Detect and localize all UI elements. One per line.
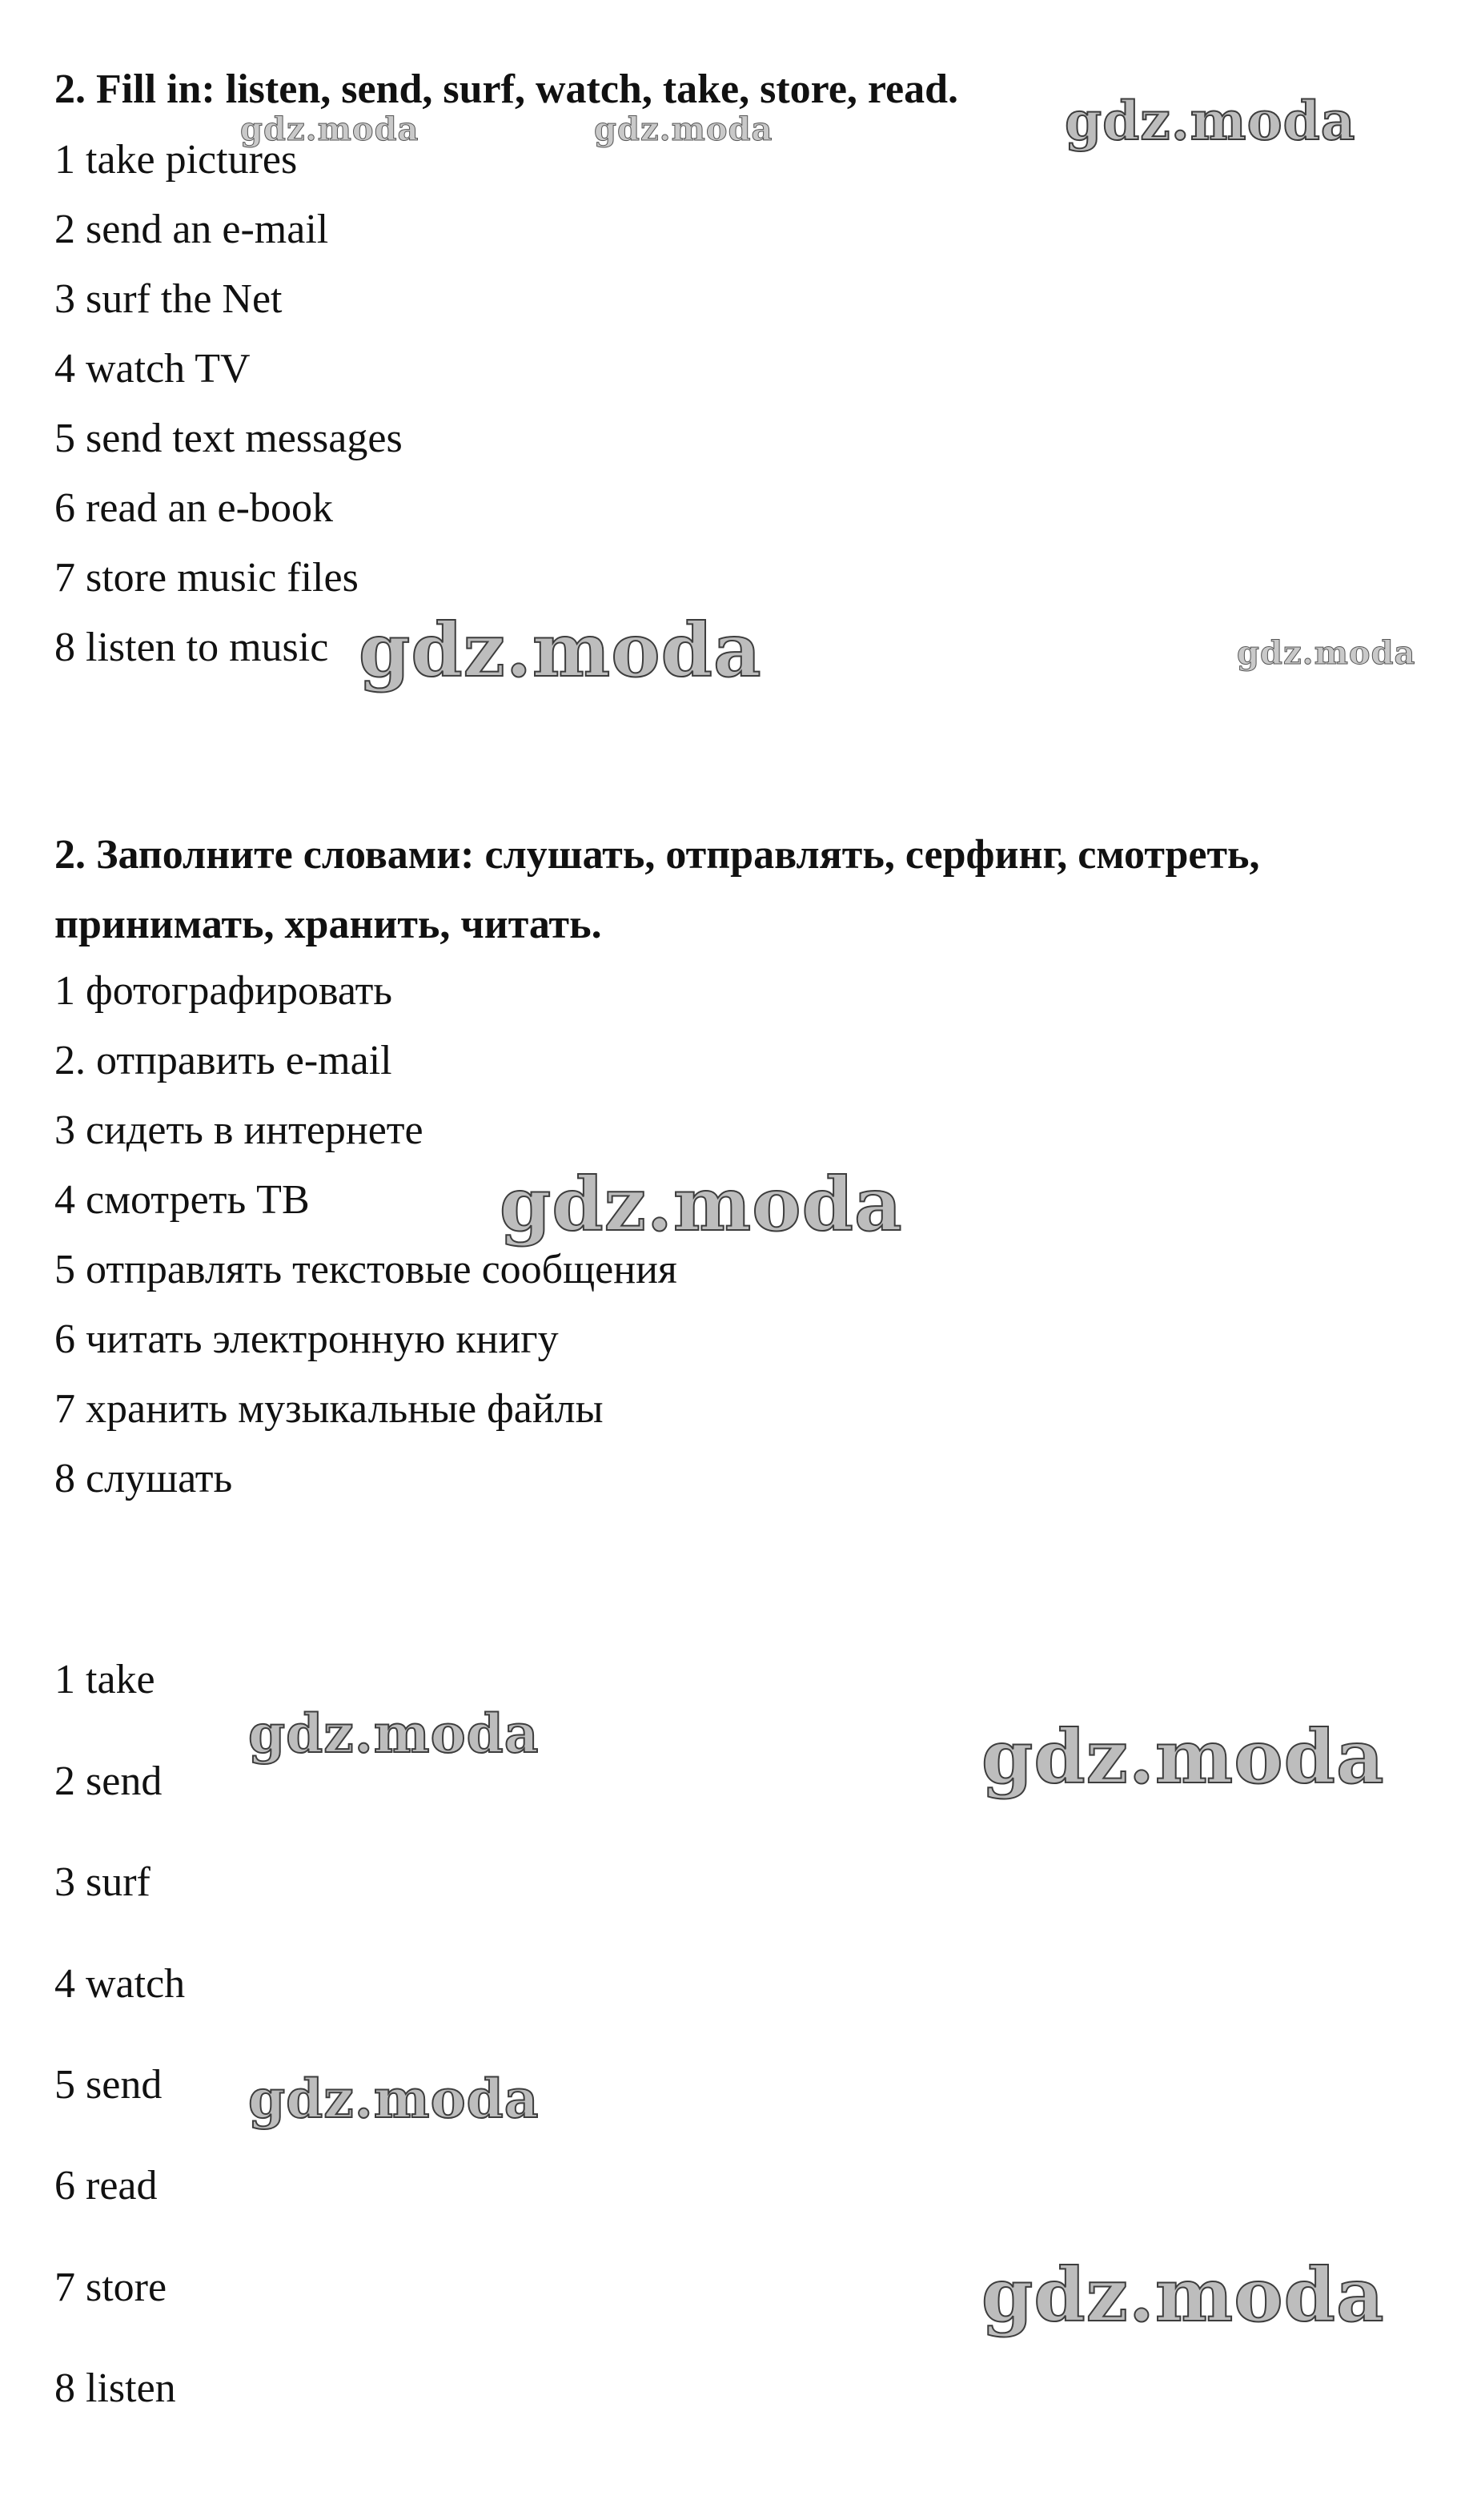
exercise-item: 3 surf the Net xyxy=(54,276,283,322)
translation-item: 4 смотреть ТВ xyxy=(54,1177,310,1223)
watermark: gdz.moda xyxy=(248,1702,540,1765)
watermark: gdz.moda xyxy=(248,2068,540,2130)
exercise-heading-ru-line1: 2. Заполните словами: слушать, отправлять, серфинг, смотреть, xyxy=(54,832,1260,878)
translation-item: 5 отправлять текстовые сообщения xyxy=(54,1247,677,1292)
watermark: gdz.moda xyxy=(1237,634,1416,672)
watermark: gdz.moda xyxy=(359,607,762,693)
answer-item: 3 surf xyxy=(54,1859,151,1905)
translation-item: 7 хранить музыкальные файлы xyxy=(54,1386,604,1432)
answer-item: 6 read xyxy=(54,2163,158,2209)
exercise-item: 7 store music files xyxy=(54,555,359,601)
translation-item: 2. отправить e-mail xyxy=(54,1038,392,1083)
exercise-item: 8 listen to music xyxy=(54,625,329,670)
answer-item: 8 listen xyxy=(54,2365,176,2411)
watermark: gdz.moda xyxy=(240,111,419,148)
watermark: gdz.moda xyxy=(981,1714,1385,1800)
answer-item: 4 watch xyxy=(54,1961,186,2007)
exercise-heading-en: 2. Fill in: listen, send, surf, watch, take, store, read. xyxy=(54,66,959,112)
translation-item: 1 фотографировать xyxy=(54,968,393,1014)
exercise-heading-ru-line2: принимать, хранить, читать. xyxy=(54,902,602,947)
exercise-item: 1 take pictures xyxy=(54,137,298,183)
answer-item: 5 send xyxy=(54,2062,163,2108)
answer-item: 1 take xyxy=(54,1657,155,1702)
translation-item: 6 читать электронную книгу xyxy=(54,1316,559,1362)
watermark: gdz.moda xyxy=(500,1161,903,1248)
translation-item: 8 слушать xyxy=(54,1456,233,1501)
watermark: gdz.moda xyxy=(981,2252,1385,2338)
answer-item: 7 store xyxy=(54,2265,167,2310)
watermark: gdz.moda xyxy=(594,111,773,148)
translation-item: 3 сидеть в интернете xyxy=(54,1107,423,1153)
watermark: gdz.moda xyxy=(1065,90,1356,152)
exercise-item: 6 read an e-book xyxy=(54,485,333,531)
exercise-item: 4 watch TV xyxy=(54,346,251,392)
answer-item: 2 send xyxy=(54,1758,163,1804)
exercise-item: 2 send an e-mail xyxy=(54,207,329,252)
exercise-item: 5 send text messages xyxy=(54,416,403,461)
